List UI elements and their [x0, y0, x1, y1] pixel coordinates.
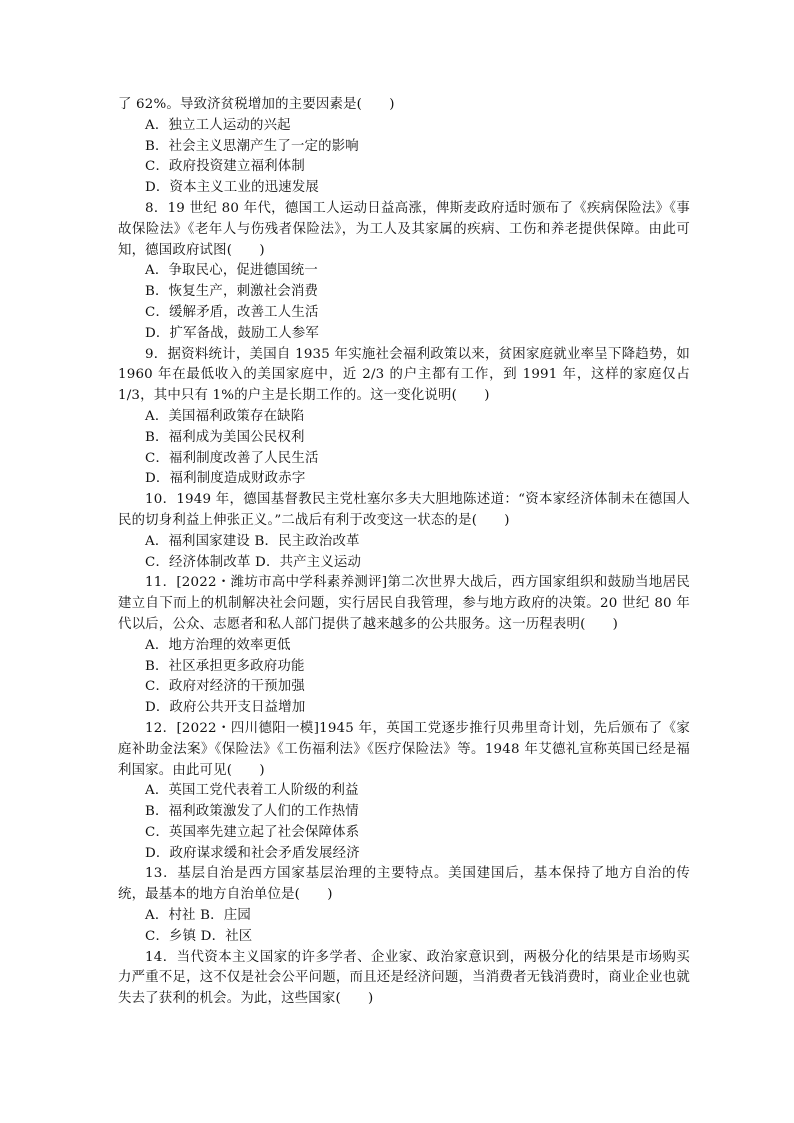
question-9 [118, 345, 690, 491]
intro-option-d: D．资本主义工业的迅速发展 [145, 180, 320, 196]
question-8-stem: 8．19 世纪 80 年代，德国工人运动日益高涨，俾斯麦政府适时颁布了《疾病保险法》《事故保险法》《老年人与伤残者保险法》，为工人及其家属的疾病、工伤和养老提供保障。由此可知，德国政府试图( ) [118, 200, 690, 258]
question-11 [118, 573, 690, 719]
question-10 [118, 490, 690, 573]
question-13-options-ab: A．村社 B．庄园 [145, 908, 251, 924]
question-8-option-a: A．争取民心，促进德国统一 [145, 263, 318, 279]
question-13-options-cd: C．乡镇 D．社区 [145, 928, 253, 944]
question-8 [118, 199, 690, 345]
question-8-option-d: D．扩军备战，鼓励工人参军 [145, 325, 320, 341]
question-13-stem: 13．基层自治是西方国家基层治理的主要特点。美国建国后，基本保持了地方自治的传统，最基本的地方自治单位是( ) [118, 866, 690, 903]
question-12-option-a: A．英国工党代表着工人阶级的利益 [145, 783, 359, 799]
question-list [118, 95, 690, 1010]
question-9-option-b: B．福利成为美国公民权利 [145, 429, 305, 445]
question-14-stem: 14．当代资本主义国家的许多学者、企业家、政治家意识到，两极分化的结果是市场购买力严重不足，这不仅是社会公平问题，而且还是经济问题，当消费者无钱消费时，商业企业也就失去了获利的机会。为此，这些国家( ) [118, 949, 690, 1007]
question-9-option-d: D．福利制度造成财政赤字 [145, 471, 306, 487]
question-11-option-c: C．政府对经济的干预加强 [145, 679, 305, 695]
question-8-option-c: C．缓解矛盾，改善工人生活 [145, 304, 319, 320]
question-11-option-b: B．社区承担更多政府功能 [145, 658, 305, 674]
intro-option-a: A．独立工人运动的兴起 [145, 117, 291, 133]
question-9-option-c: C．福利制度改善了人民生活 [145, 450, 319, 466]
question-12-stem: 12．[2022・四川德阳一模]1945 年，英国工党逐步推行贝弗里奇计划，先后颁布了《家庭补助金法案》《保险法》《工伤福利法》《医疗保险法》等。1948 年艾德礼宣称英国已经是福利国家。由此可见( ) [118, 720, 690, 778]
question-10-stem: 10．1949 年，德国基督教民主党杜塞尔多夫大胆地陈述道：“资本家经济体制未在德国人民的切身利益上伸张正义。”二战后有利于改变这一状态的是( ) [118, 492, 690, 528]
question-9-stem: 9．据资料统计，美国自 1935 年实施社会福利政策以来，贫困家庭就业率呈下降趋势，如 1960 年在最低收入的美国家庭中，近 2/3 的户主都有工作，到 1991 年，这样的家庭仅占 1/3，其中只有 1%的户主是长期工作的。这一变化说明( ) [118, 346, 690, 404]
question-8-option-b: B．恢复生产，刺激社会消费 [145, 284, 319, 300]
question-12 [118, 719, 690, 865]
intro-option-b: B．社会主义思潮产生了一定的影响 [145, 138, 359, 154]
question-12-option-c: C．英国率先建立起了社会保障体系 [145, 824, 360, 840]
intro-option-c: C．政府投资建立福利体制 [145, 159, 305, 175]
question-14 [118, 948, 690, 1010]
question-10-options-cd: C．经济体制改革 D．共产主义运动 [145, 554, 362, 570]
question-9-option-a: A．美国福利政策存在缺陷 [145, 408, 305, 424]
question-11-stem: 11．[2022・潍坊市高中学科素养测评]第二次世界大战后，西方国家组织和鼓励当地居民建立自下而上的机制解决社会问题，实行居民自我管理，参与地方政府的决策。20 世纪 80 年代以后，公众、志愿者和私人部门提供了越来越多的公共服务。这一历程表明( ) [118, 575, 690, 632]
question-11-option-d: D．政府公共开支日益增加 [145, 700, 306, 716]
question-12-option-b: B．福利政策激发了人们的工作热情 [145, 804, 359, 820]
intro-stem-tail: 了 62%。导致济贫税增加的主要因素是( ) [118, 97, 395, 112]
question-13 [118, 864, 690, 947]
question-12-option-d: D．政府谋求缓和社会矛盾发展经济 [145, 845, 360, 861]
question-11-option-a: A．地方治理的效率更低 [145, 637, 291, 653]
question-10-options-ab: A．福利国家建设 B．民主政治改革 [145, 533, 360, 549]
